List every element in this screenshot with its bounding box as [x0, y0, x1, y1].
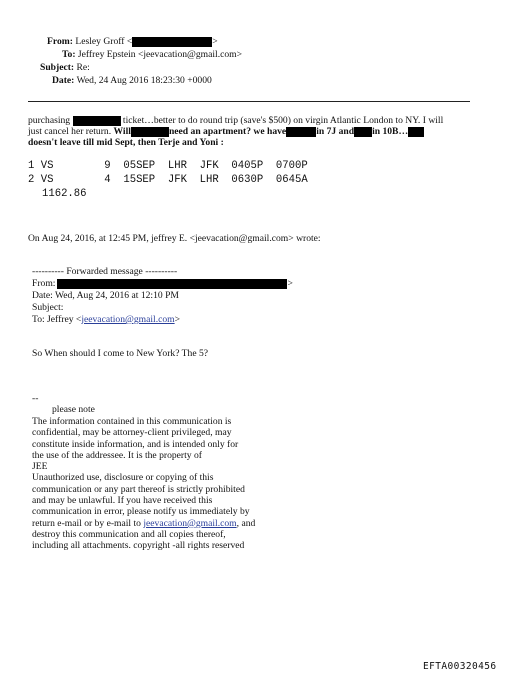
- redaction-block: [131, 127, 169, 137]
- disclaimer-line: including all attachments. copyright -all rights reserved: [32, 540, 245, 552]
- forwarded-message: So When should I come to New York? The 5?: [32, 348, 209, 359]
- forwarded-divider: ---------- Forwarded message ----------: [32, 266, 178, 277]
- forwarded-from-tail: >: [287, 278, 293, 289]
- disclaimer-line: constitute inside information, and is intended only for: [32, 438, 239, 450]
- body-text: ticket…better to do round trip (save's $500) on virgin Atlantic London to NY. I will: [122, 115, 444, 126]
- disclaimer-line: [32, 518, 292, 529]
- forwarded-to: [32, 314, 180, 325]
- document-id: EFTA00320456: [423, 661, 497, 672]
- redaction-block: [57, 279, 287, 289]
- signature-disclaimer: [32, 416, 292, 552]
- forwarded-from-label: From:: [32, 278, 56, 289]
- redaction-block: [132, 37, 212, 47]
- header-divider: [28, 101, 470, 102]
- body-text: in 10B…: [372, 126, 409, 137]
- disclaimer-line: Unauthorized use, disclosure or copying of this: [32, 472, 214, 484]
- redaction-block: [354, 127, 372, 137]
- forwarded-to-suffix: >: [174, 314, 181, 325]
- forwarded-from: [32, 278, 293, 289]
- from-value: Lesley Groff <: [75, 36, 133, 47]
- header-to: [62, 49, 242, 60]
- date-label: Date:: [52, 75, 75, 86]
- disclaimer-line: destroy this communication and all copies thereof,: [32, 528, 226, 540]
- signature-please-note: please note: [52, 404, 95, 415]
- disclaimer-line: confidential, may be attorney-client privileged, may: [32, 427, 232, 439]
- forwarded-subject: Subject:: [32, 302, 64, 313]
- header-from: [47, 36, 218, 47]
- disclaimer-text: return e-mail or by e-mail to: [32, 517, 144, 529]
- disclaimer-text: , and: [236, 517, 256, 529]
- disclaimer-line: and may be unlawful. If you have received this: [32, 495, 213, 507]
- header-date: [52, 75, 212, 86]
- to-label: To:: [62, 49, 76, 60]
- quote-intro: On Aug 24, 2016, at 12:45 PM, jeffrey E. <jeevacation@gmail.com> wrote:: [28, 233, 321, 244]
- body-text: purchasing: [28, 115, 71, 126]
- date-value: Wed, 24 Aug 2016 18:23:30 +0000: [76, 75, 212, 86]
- body-text: Will: [113, 126, 131, 137]
- subject-value: Re:: [76, 62, 90, 73]
- signature-dashes: --: [32, 393, 39, 404]
- body-text: in 7J and: [316, 126, 355, 137]
- disclaimer-email-link[interactable]: jeevacation@gmail.com: [143, 517, 237, 529]
- redaction-block: [286, 127, 316, 137]
- itinerary-row-1: 1 VS 9 05SEP LHR JFK 0405P 0700P: [28, 160, 308, 172]
- header-subject: [40, 62, 90, 73]
- body-line-3: doesn't leave till mid Sept, then Terje and Yoni :: [28, 137, 224, 148]
- disclaimer-line: JEE: [32, 461, 48, 473]
- body-text: need an apartment? we have: [168, 126, 287, 137]
- forwarded-to-prefix: To: Jeffrey <: [32, 314, 82, 325]
- body-line-1: [28, 115, 443, 126]
- itinerary-total: 1162.86: [42, 188, 87, 200]
- from-tail: >: [212, 36, 218, 47]
- disclaimer-line: The information contained in this communication is: [32, 416, 232, 427]
- redaction-block: [73, 116, 121, 126]
- subject-label: Subject:: [40, 62, 75, 73]
- forwarded-to-link[interactable]: jeevacation@gmail.com: [81, 314, 175, 325]
- disclaimer-line: communication in error, please notify us immediately by: [32, 506, 250, 518]
- body-text: just cancel her return.: [28, 126, 112, 137]
- forwarded-date: Date: Wed, Aug 24, 2016 at 12:10 PM: [32, 290, 179, 301]
- redaction-block: [408, 127, 424, 137]
- from-label: From:: [47, 36, 73, 47]
- itinerary-row-2: 2 VS 4 15SEP JFK LHR 0630P 0645A: [28, 174, 308, 186]
- body-line-2: [28, 126, 424, 137]
- disclaimer-line: the use of the addressee. It is the property of: [32, 449, 202, 461]
- to-value: Jeffrey Epstein <jeevacation@gmail.com>: [77, 49, 243, 60]
- disclaimer-line: communication or any part thereof is strictly prohibited: [32, 483, 245, 495]
